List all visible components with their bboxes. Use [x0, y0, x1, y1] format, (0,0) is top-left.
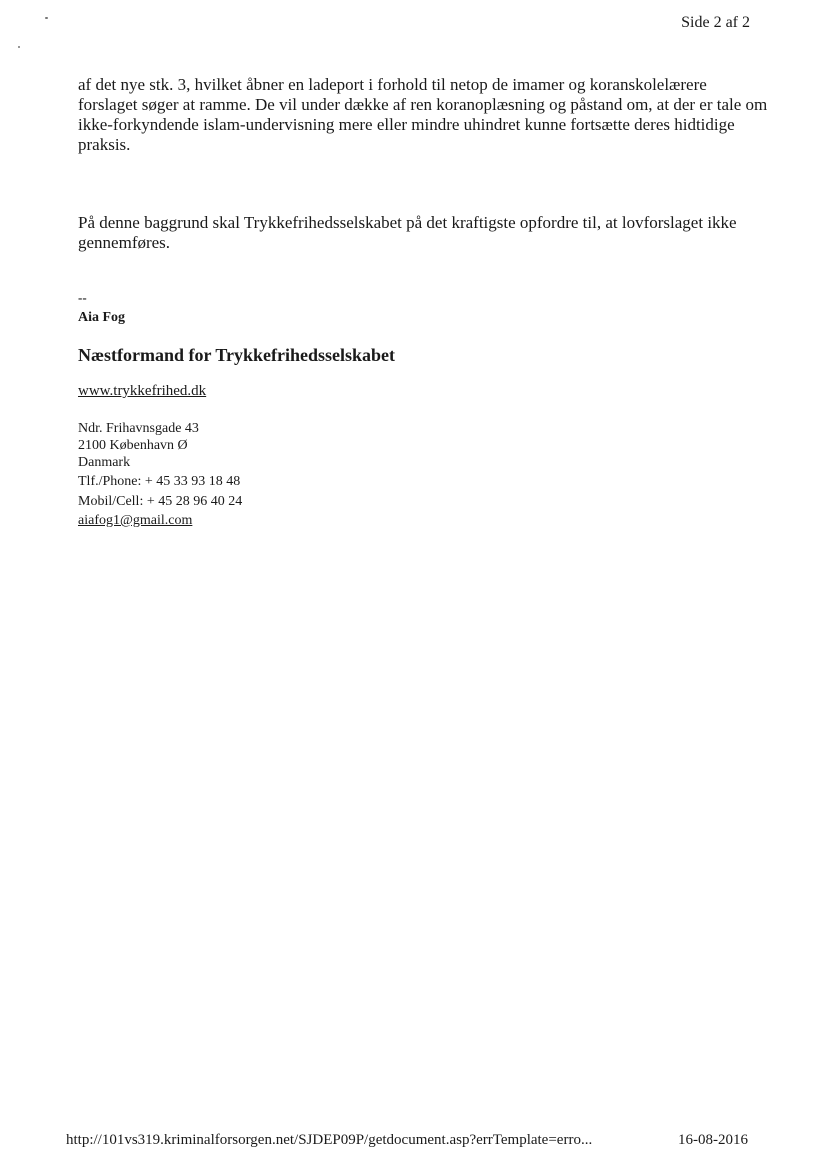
body-paragraph: På denne baggrund skal Trykkefrihedsselskabet på det kraftigste opfordre til, at lovforslaget ikke gennemføres. — [78, 213, 737, 252]
website-link[interactable]: www.trykkefrihed.dk — [78, 383, 207, 399]
footer-url: http://101vs319.kriminalforsorgen.net/SJDEP09P/getdocument.asp?errTemplate=erro... — [66, 1132, 593, 1148]
scan-speck — [18, 46, 20, 48]
address-street: Ndr. Frihavnsgade 43 — [78, 421, 199, 436]
address-city: 2100 København Ø — [78, 438, 188, 453]
email-link[interactable]: aiafog1@gmail.com — [78, 513, 193, 528]
signature-separator: -- — [78, 290, 87, 305]
body-paragraph: af det nye stk. 3, hvilket åbner en ladeport i forhold til netop de imamer og koranskolelærere forslaget søger at ramme. De vil under dække af ren koranoplæsning og påstand om, at der er tale om ikke-forkyndende islam-undervisning mere eller mindre uhindret kunne fortsætte deres hidtidige praksis. — [78, 75, 768, 154]
mobile-number: Mobil/Cell: + 45 28 96 40 24 — [78, 494, 243, 509]
scan-speck — [45, 17, 48, 19]
phone-number: Tlf./Phone: + 45 33 93 18 48 — [78, 474, 241, 489]
signature-title: Næstformand for Trykkefrihedsselskabet — [78, 345, 396, 365]
signature-name: Aia Fog — [78, 310, 126, 325]
footer-date: 16-08-2016 — [678, 1132, 748, 1148]
page-number: Side 2 af 2 — [681, 14, 750, 31]
address-country: Danmark — [78, 455, 131, 470]
